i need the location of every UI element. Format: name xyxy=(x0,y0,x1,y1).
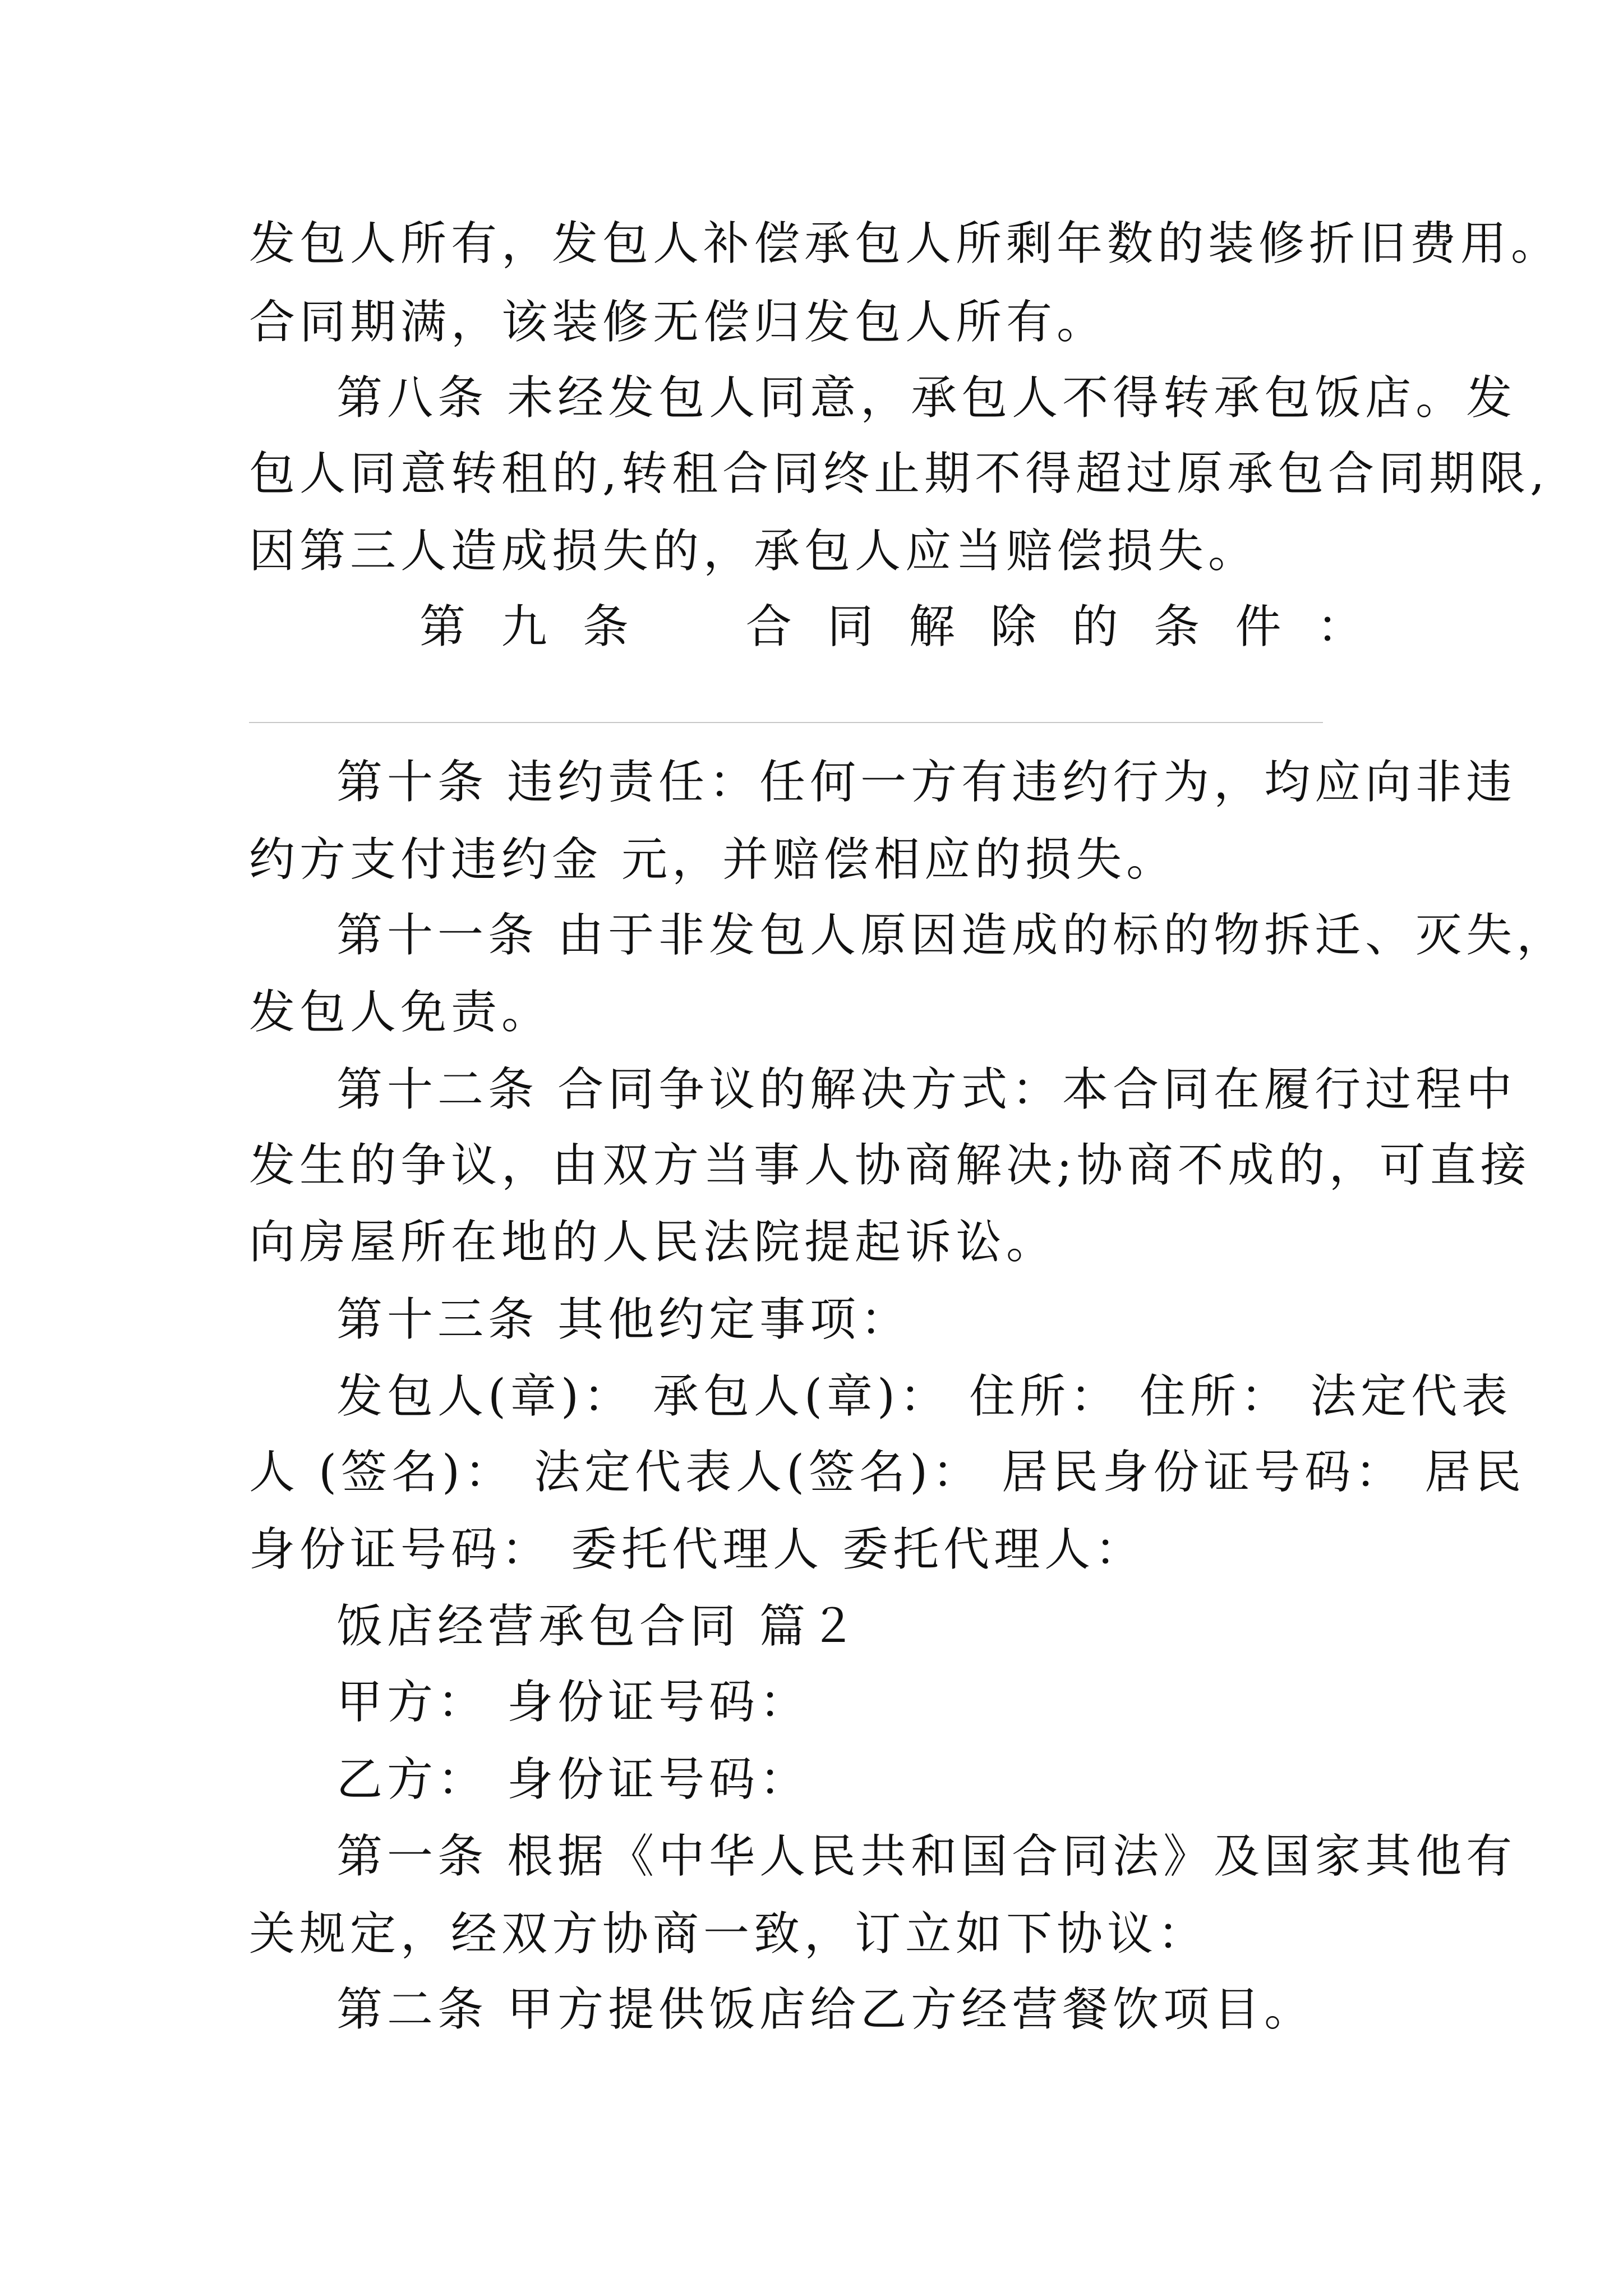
article-1-line: 第一条 根据《中华人民共和国合同法》及国家其他有 xyxy=(336,1830,1517,1883)
article-9-char: 条 xyxy=(1154,600,1205,654)
article-9-char: 同 xyxy=(827,600,878,654)
article-9-char: 件 xyxy=(1235,600,1286,654)
article-9-char: 第 xyxy=(419,600,471,654)
paragraph-line: 发生的争议，由双方当事人协商解决;协商不成的，可直接 xyxy=(249,1139,1531,1192)
blank-underline xyxy=(249,722,1323,723)
article-9-char: 合 xyxy=(745,600,796,654)
signature-line: 身份证号码： 委托代理人 委托代理人： xyxy=(249,1523,1146,1576)
article-9-heading xyxy=(419,599,1367,655)
signature-line: 发包人(章)： 承包人(章)： 住所： 住所： 法定代表 xyxy=(336,1370,1513,1423)
paragraph-line: 合同期满，该装修无偿归发包人所有。 xyxy=(249,296,1108,349)
article-8-line: 第八条 未经发包人同意，承包人不得转承包饭店。发 xyxy=(336,371,1517,425)
party-a-line: 甲方： 身份证号码： xyxy=(336,1676,810,1729)
paragraph-line: 发包人免责。 xyxy=(249,986,552,1039)
article-9-char: 九 xyxy=(501,600,552,654)
paragraph-line: 向房屋所在地的人民法院提起诉讼。 xyxy=(249,1216,1057,1269)
article-9-char: 的 xyxy=(1072,600,1123,654)
article-12-line: 第十二条 合同争议的解决方式：本合同在履行过程中 xyxy=(336,1063,1517,1116)
article-11-line: 第十一条 由于非发包人原因造成的标的物拆迁、灭失， xyxy=(336,909,1567,962)
signature-line: 人 (签名)： 法定代表人(签名)： 居民身份证号码： 居民 xyxy=(249,1446,1526,1499)
article-9-char: 条 xyxy=(582,600,633,654)
spacer xyxy=(664,599,714,655)
paragraph-line: 约方支付违约金 元，并赔偿相应的损失。 xyxy=(249,833,1177,886)
article-2-line: 第二条 甲方提供饭店给乙方经营餐饮项目。 xyxy=(336,1983,1315,2036)
article-9-char: 除 xyxy=(990,600,1041,654)
article-10-line: 第十条 违约责任：任何一方有违约行为，均应向非违 xyxy=(336,756,1517,809)
paragraph-line: 包人同意转租的,转租合同终止期不得超过原承包合同期限, xyxy=(249,447,1550,500)
paragraph-line: 因第三人造成损失的，承包人应当赔偿损失。 xyxy=(249,524,1259,578)
article-13-line: 第十三条 其他约定事项： xyxy=(336,1293,911,1346)
article-9-char: ： xyxy=(1316,600,1367,654)
party-b-line: 乙方： 身份证号码： xyxy=(336,1753,810,1806)
paragraph-line: 关规定，经双方协商一致，订立如下协议： xyxy=(249,1907,1209,1961)
section-title: 饭店经营承包合同 篇２ xyxy=(336,1600,861,1653)
article-9-char: 解 xyxy=(909,600,960,654)
paragraph-line: 发包人所有，发包人补偿承包人所剩年数的装修折旧费用。 xyxy=(249,217,1562,270)
